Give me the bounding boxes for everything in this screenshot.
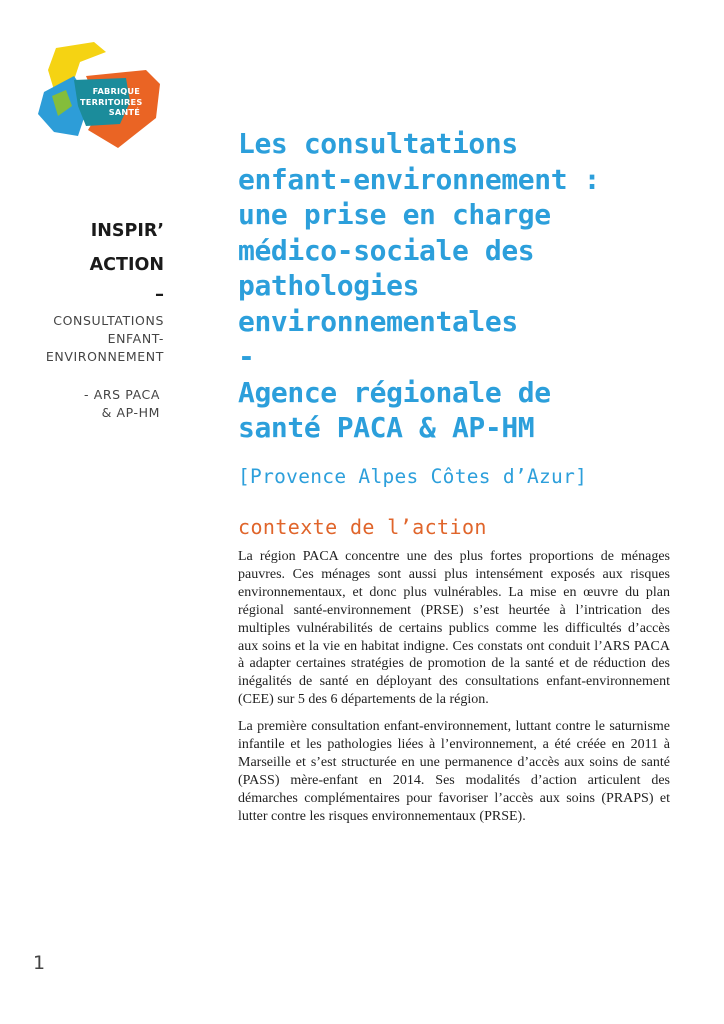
sidebar	[4, 214, 164, 422]
logo-text-line-1: FABRIQUE	[92, 86, 140, 96]
series-label-line-1: INSPIR’	[90, 221, 164, 241]
section-heading: contexte de l’action	[238, 515, 487, 539]
page-number: 1	[33, 952, 46, 974]
sidebar-topic-line-1: CONSULTATIONS	[53, 313, 164, 328]
sidebar-topic	[4, 312, 164, 366]
title-line-1: Les consultations	[238, 127, 518, 160]
logo-text-line-2: TERRITOIRES	[80, 96, 143, 107]
sidebar-topic-line-3: ENVIRONNEMENT	[45, 349, 164, 364]
sidebar-org-line-1: - ARS PACA	[84, 387, 160, 402]
logo-text-line-3: SANTÉ	[108, 107, 140, 117]
title-line-4: médico-sociale des	[238, 233, 535, 267]
sidebar-topic-line-2: ENFANT-	[107, 331, 164, 346]
title-line-9: santé PACA & AP-HM	[238, 411, 535, 444]
sidebar-dash: –	[155, 284, 164, 305]
title-line-7: -	[238, 340, 255, 373]
title-line-6: environnementales	[238, 304, 518, 338]
title-line-2: enfant-environnement :	[238, 162, 601, 196]
title-line-5: pathologies	[238, 269, 420, 302]
region-subtitle: [Provence Alpes Côtes d’Azur]	[238, 465, 588, 488]
section-body	[238, 548, 670, 835]
sidebar-org-line-2: & AP-HM	[101, 405, 160, 420]
sidebar-org	[4, 386, 164, 422]
paragraph-2: La première consultation enfant-environnement, luttant contre le saturnisme infantile et les pathologies liées à l’environnement, a été créée en 2011 à Marseille et s’est structurée en une permanence d’accès aux soins de santé (PASS) mère-enfant en 2014. Ses modalités d’action articulent des démarches complémentaires pour favoriser l’accès aux soins (PRAPS) et lutter contre les risques environnementaux (PRSE).	[238, 719, 670, 824]
title-line-3: une prise en charge	[238, 198, 551, 231]
paragraph-1: La région PACA concentre une des plus fortes proportions de ménages pauvres. Ces ménages sont aussi plus intensément exposés aux risques environnementaux, et donc plus vulnérables. La mise en œuvre du plan régional santé-environnement (PRSE) s’est heurtée à l’intrication des multiples vulnérabilités de certains publics comme les difficultés d’accès aux soins et la vie en habitat indigne. Ces constats ont conduit l’ARS PACA à adapter certaines stratégies de promotion de la santé et de réduction des inégalités de santé en déployant des consultations enfant-environnement (CEE) sur 5 des 6 départements de la région.	[238, 549, 670, 708]
logo-text	[80, 86, 143, 118]
series-label-line-2: ACTION	[89, 255, 164, 275]
fabrique-territoires-sante-logo	[34, 40, 166, 152]
title-line-8: Agence régionale de	[238, 375, 551, 409]
document-title	[238, 126, 708, 446]
